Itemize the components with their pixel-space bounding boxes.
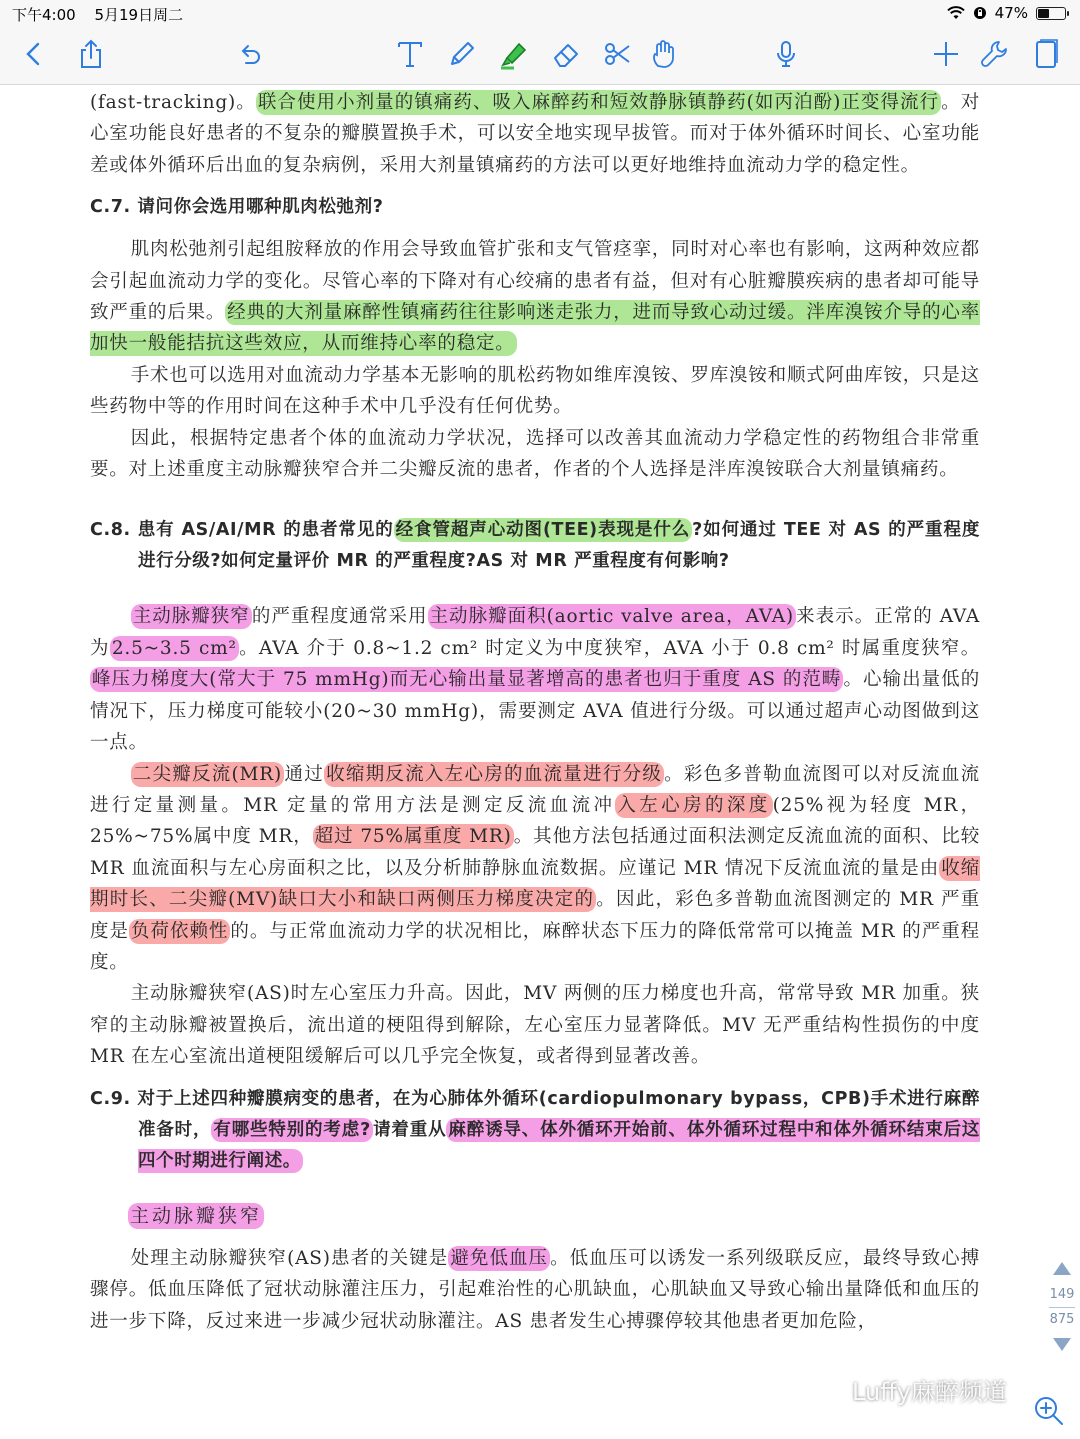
page-view-button[interactable] xyxy=(1028,36,1064,72)
paragraph xyxy=(90,234,980,360)
text-run: C.9. 对于上述四种瓣膜病变的患者，在为心肺体外循环(cardiopulmonary bypass，CPB)手术进行麻醉准备时， xyxy=(90,1088,980,1140)
text-run: 请着重从 xyxy=(372,1119,447,1140)
current-page: 149 xyxy=(1049,1287,1075,1302)
subheading-aortic-stenosis[interactable]: 主动脉瓣狭窄 xyxy=(130,1204,263,1227)
red-highlight[interactable]: 二尖瓣反流(MR) xyxy=(132,763,283,785)
page-view-icon xyxy=(1030,38,1062,70)
watermark xyxy=(818,1372,1007,1407)
paragraph: 手术也可以选用对血流动力学基本无影响的肌松药物如维库溴铵、罗库溴铵和顺式阿曲库铵，只是这些药物中等的作用时间在这种手术中几乎没有任何优势。 xyxy=(90,364,980,418)
text-run: C.8. 患有 AS/AI/MR 的患者常见的 xyxy=(90,520,394,541)
status-bar xyxy=(0,0,1080,26)
question-c9 xyxy=(90,1084,980,1177)
text-run: 的。与正常血流动力学的状况相比，麻醉状态下压力的降低常常可以掩盖 MR 的严重程度。 xyxy=(90,920,980,973)
document-page[interactable] xyxy=(0,85,1080,1439)
highlighter-icon xyxy=(498,38,530,70)
undo-button[interactable] xyxy=(232,36,268,72)
text-run: 的严重程度通常采用 xyxy=(251,606,428,628)
text-run: 肌肉松弛剂引起组胺释放的作用会导致血管扩张和支气管痉挛，同时对心率也有影响，这两种效应都会引起血流动力学的变化。尽管心率的下降对有心绞痛的患者有益，但对有心脏瓣膜疾病的患者却可能导致严重的后果。 xyxy=(90,239,980,324)
pink-highlight[interactable]: 主动脉瓣面积(aortic valve area，AVA) xyxy=(429,606,794,628)
microphone-button[interactable] xyxy=(768,36,804,72)
text-run: 。心输出量低的情况下，压力梯度可能较小(20~30 mmHg)，需要测定 AVA 值进行分级。可以通过超声心动图做到这一点。 xyxy=(90,669,980,754)
pink-highlight[interactable]: 主动脉瓣狭窄 xyxy=(132,606,250,628)
battery-percent: 47% xyxy=(994,4,1028,22)
status-time: 下午4:00 xyxy=(12,6,76,24)
question-c7: C.7. 请问你会选用哪种肌肉松弛剂? xyxy=(90,197,384,218)
red-highlight[interactable]: 负荷依赖性 xyxy=(130,920,229,942)
eraser-icon xyxy=(550,38,582,70)
watermark-text: Luffy麻醉频道 xyxy=(852,1378,1007,1406)
question-c8 xyxy=(90,515,980,577)
pink-highlight[interactable]: 峰压力梯度大(常大于 75 mmHg)而无心输出量显著增高的患者也归于重度 AS 的范畴 xyxy=(92,669,842,691)
text-run: 处理主动脉瓣狭窄(AS)患者的关键是 xyxy=(130,1247,449,1269)
wifi-icon xyxy=(947,6,965,20)
text-run: (25%视为轻度 MR，25%~75%属中度 MR， xyxy=(90,794,980,848)
green-highlight[interactable]: 联合使用小剂量的镇痛药、吸入麻醉药和短效静脉镇静药(如丙泊酚)正变得流行 xyxy=(257,92,940,113)
text-tool-icon xyxy=(394,38,426,70)
red-highlight[interactable]: 入左心房的深度 xyxy=(617,794,771,816)
document-text xyxy=(90,85,980,1337)
text-run: 。因此，彩色多普勒血流图测定的 MR 严重度是 xyxy=(90,889,981,942)
paragraph xyxy=(90,601,980,758)
add-button[interactable] xyxy=(928,36,964,72)
text-run: (fast-tracking)。 xyxy=(90,92,256,113)
green-highlight[interactable]: 经食管超声心动图(TEE)表现是什么 xyxy=(395,520,691,541)
microphone-icon xyxy=(770,38,802,70)
hand-tool-button[interactable] xyxy=(646,36,682,72)
highlighter-tool-button[interactable] xyxy=(496,36,532,72)
plus-icon xyxy=(930,38,962,70)
red-highlight[interactable]: 收缩期反流入左心房的血流量进行分级 xyxy=(326,763,663,785)
text-tool-button[interactable] xyxy=(392,36,428,72)
paragraph: 因此，根据特定患者个体的血流动力学状况，选择可以改善其血流动力学稳定性的药物组合非常重要。对上述重度主动脉瓣狭窄合并二尖瓣反流的患者，作者的个人选择是泮库溴铵联合大剂量镇痛药。 xyxy=(90,427,980,481)
undo-icon xyxy=(234,38,266,70)
page-indicator[interactable] xyxy=(1040,1262,1080,1351)
text-run: 通过 xyxy=(284,763,325,785)
green-highlight[interactable]: 经典的大剂量麻醉性镇痛药往往影响迷走张力，进而导致心动过缓。泮库溴铵介导的心率加快一般能拮抗这些效应，从而维持心率的稳定。 xyxy=(90,302,981,355)
text-run: 。低血压可以诱发一系列级联反应，最终导致心搏骤停。低血压降低了冠状动脉灌注压力，引起难治性的心肌缺血，心肌缺血又导致心输出量降低和血压的进一步下降，反过来进一步减少冠状动脉灌注。AS 患者发生心搏骤停较其他患者更加危险， xyxy=(90,1247,980,1332)
text-run: 。其他方法包括通过面积法测定反流血流的面积、比较 MR 血流面积与左心房面积之比，以及分析肺静脉血流数据。应谨记 MR 情况下反流血流的量是由 xyxy=(90,826,981,879)
page-up-icon[interactable] xyxy=(1053,1262,1071,1275)
subheading xyxy=(90,1201,980,1232)
text-run: 来表示。正常的 AVA 为 xyxy=(90,606,981,659)
annotation-toolbar xyxy=(0,26,1080,85)
orientation-lock-icon xyxy=(973,6,987,20)
wrench-icon xyxy=(979,38,1011,70)
text-run: 。AVA 介于 0.8~1.2 cm² 时定义为中度狭窄，AVA 小于 0.8 cm² 时属重度狭窄。 xyxy=(238,637,980,659)
paragraph: 主动脉瓣狭窄(AS)时左心室压力升高。因此，MV 两侧的压力梯度也升高，常常导致 MR 加重。狭窄的主动脉瓣被置换后，流出道的梗阻得到解除，左心室压力显著降低。MV 无严重结构性损伤的中度 MR 在左心室流出道梗阻缓解后可以几乎完全恢复，或者得到显著改善。 xyxy=(90,983,980,1068)
red-highlight[interactable]: 收缩期时长、二尖瓣(MV)缺口大小和缺口两侧压力梯度决定的 xyxy=(90,857,980,911)
pencil-icon xyxy=(446,38,478,70)
wechat-logo-icon xyxy=(818,1378,846,1402)
pink-highlight[interactable]: 避免低血压 xyxy=(450,1247,549,1269)
status-date: 5月19日周二 xyxy=(94,6,184,24)
battery-icon xyxy=(1036,7,1066,20)
chevron-left-icon xyxy=(18,38,50,70)
paragraph xyxy=(90,87,980,181)
share-button[interactable] xyxy=(73,36,109,72)
lasso-tool-button[interactable] xyxy=(600,36,636,72)
red-highlight[interactable]: 超过 75%属重度 MR) xyxy=(314,826,512,848)
pink-highlight[interactable]: 有哪些特别的考虑? xyxy=(213,1119,371,1140)
zoom-in-icon xyxy=(1030,1392,1068,1430)
pen-tool-button[interactable] xyxy=(444,36,480,72)
paragraph xyxy=(90,759,980,979)
text-run: 。对心室功能良好患者的不复杂的瓣膜置换手术，可以安全地实现早拔管。而对于体外循环时间长、心室功能差或体外循环后出血的复杂病例，采用大剂量镇痛药的方法可以更好地维持血流动力学的稳定性。 xyxy=(90,92,980,176)
settings-button[interactable] xyxy=(977,36,1013,72)
paragraph xyxy=(90,1243,980,1337)
back-button[interactable] xyxy=(16,36,52,72)
zoom-button[interactable] xyxy=(1030,1392,1068,1430)
hand-icon xyxy=(648,38,680,70)
page-down-icon[interactable] xyxy=(1053,1338,1071,1351)
eraser-tool-button[interactable] xyxy=(548,36,584,72)
share-icon xyxy=(75,38,107,70)
total-pages: 875 xyxy=(1049,1312,1075,1327)
text-run: ?如何通过 TEE 对 AS 的严重程度进行分级?如何定量评价 MR 的严重程度?AS 对 MR 严重程度有何影响? xyxy=(138,520,980,572)
pink-highlight[interactable]: 2.5~3.5 cm² xyxy=(111,637,237,659)
text-run: 。彩色多普勒血流图可以对反流血流进行定量测量。MR 定量的常用方法是测定反流血流冲 xyxy=(90,763,980,816)
pink-highlight[interactable]: 麻醉诱导、体外循环开始前、体外循环过程中和体外循环结束后这四个时期进行阐述。 xyxy=(138,1119,980,1171)
scissors-icon xyxy=(602,38,634,70)
